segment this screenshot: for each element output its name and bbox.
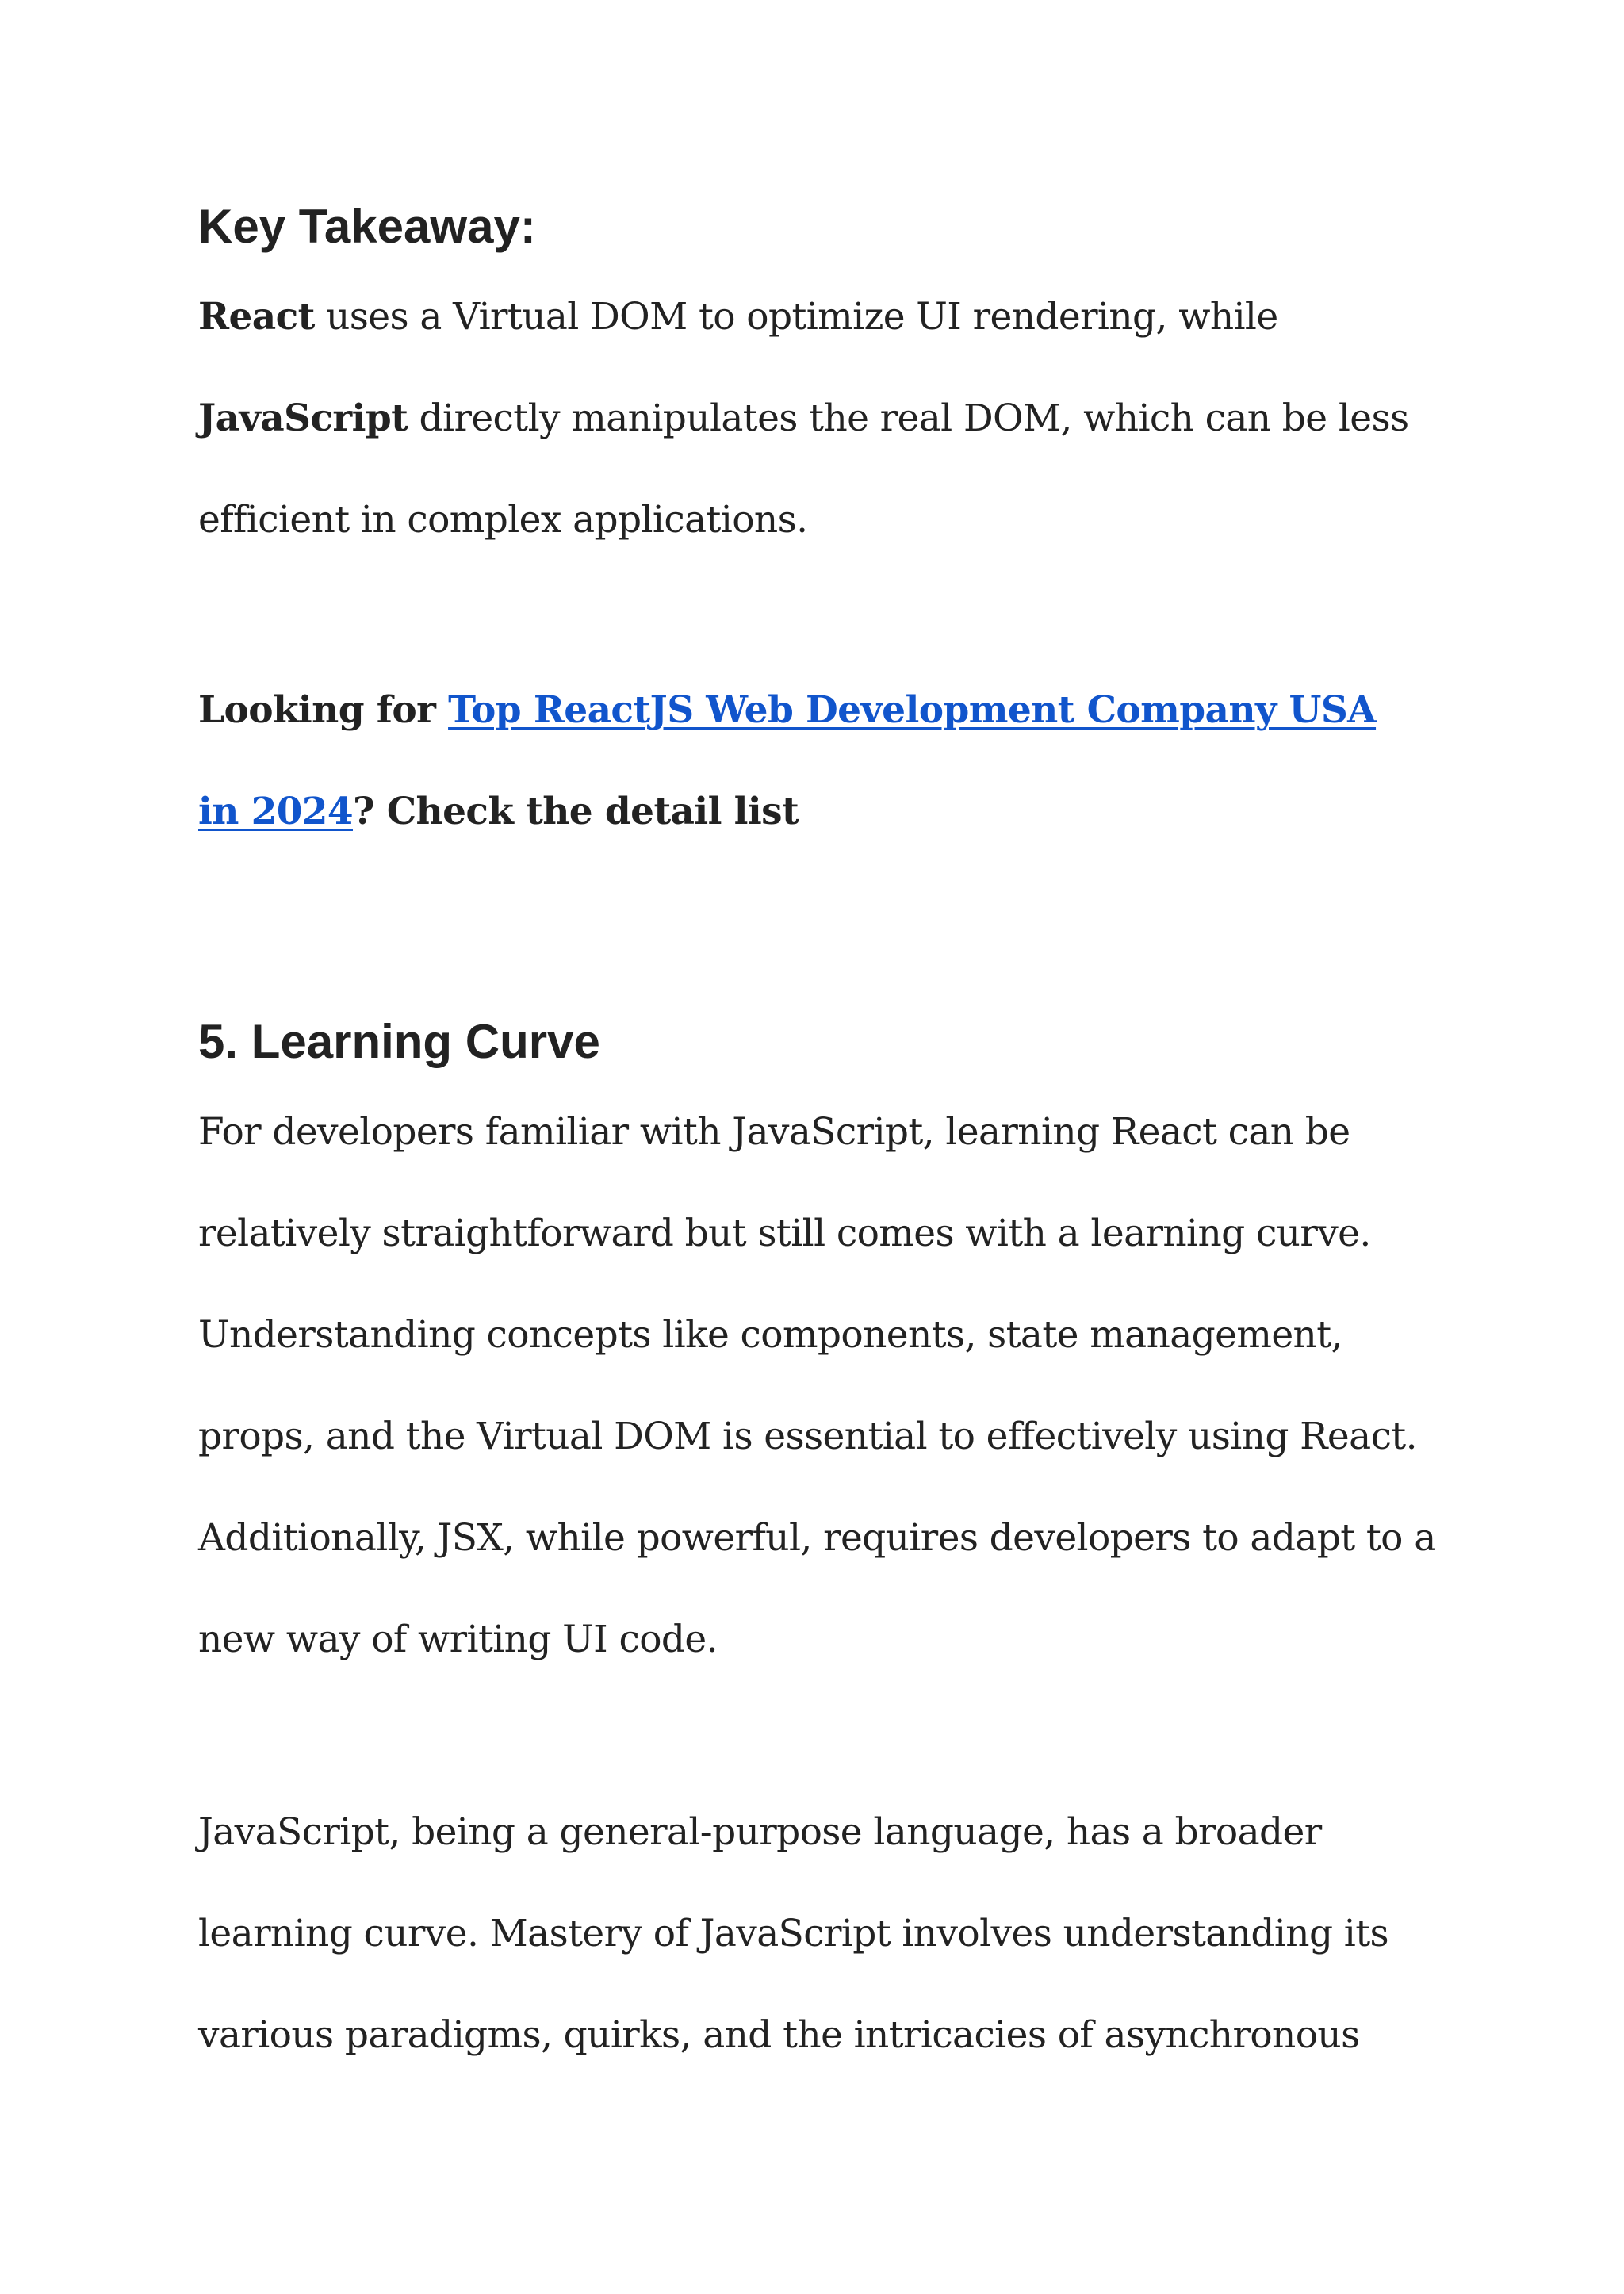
learning-curve-heading: 5. Learning Curve (198, 1015, 600, 1068)
paragraph-line: various paradigms, quirks, and the intricacies of asynchronous (198, 2013, 1360, 2057)
cta-paragraph (198, 660, 1376, 863)
paragraph-line: relatively straightforward but still comes with a learning curve. (198, 1212, 1371, 1255)
cta-tail: ? Check the detail list (353, 790, 799, 833)
cta-line-2 (198, 761, 1376, 863)
react-term: React (198, 295, 315, 339)
learning-curve-paragraph-2 (198, 1782, 1388, 2086)
cta-line-1 (198, 660, 1376, 761)
paragraph-line: learning curve. Mastery of JavaScript involves understanding its (198, 1912, 1389, 1955)
key-takeaway-line-2 (198, 368, 1409, 469)
paragraph-line: Understanding concepts like components, state management, (198, 1313, 1342, 1357)
key-takeaway-heading: Key Takeaway: (198, 200, 536, 253)
key-takeaway-paragraph (198, 266, 1409, 571)
key-takeaway-line-3: efficient in complex applications. (198, 498, 808, 542)
key-takeaway-line-1 (198, 266, 1409, 368)
paragraph-line: new way of writing UI code. (198, 1618, 718, 1661)
javascript-term: JavaScript (198, 396, 408, 440)
top-reactjs-company-link-continued[interactable]: in 2024 (198, 790, 353, 833)
line-text: directly manipulates the real DOM, which can be less (408, 396, 1409, 440)
cta-lead: Looking for (198, 688, 449, 732)
paragraph-line: props, and the Virtual DOM is essential to effectively using React. (198, 1415, 1417, 1458)
top-reactjs-company-link[interactable]: Top ReactJS Web Development Company USA (448, 688, 1377, 732)
learning-curve-paragraph-1 (198, 1082, 1436, 1691)
paragraph-line: JavaScript, being a general-purpose language, has a broader (198, 1810, 1322, 1854)
line-text: uses a Virtual DOM to optimize UI rendering, while (314, 295, 1278, 339)
paragraph-line: For developers familiar with JavaScript, learning React can be (198, 1110, 1350, 1154)
paragraph-line: Additionally, JSX, while powerful, requires developers to adapt to a (198, 1516, 1436, 1560)
